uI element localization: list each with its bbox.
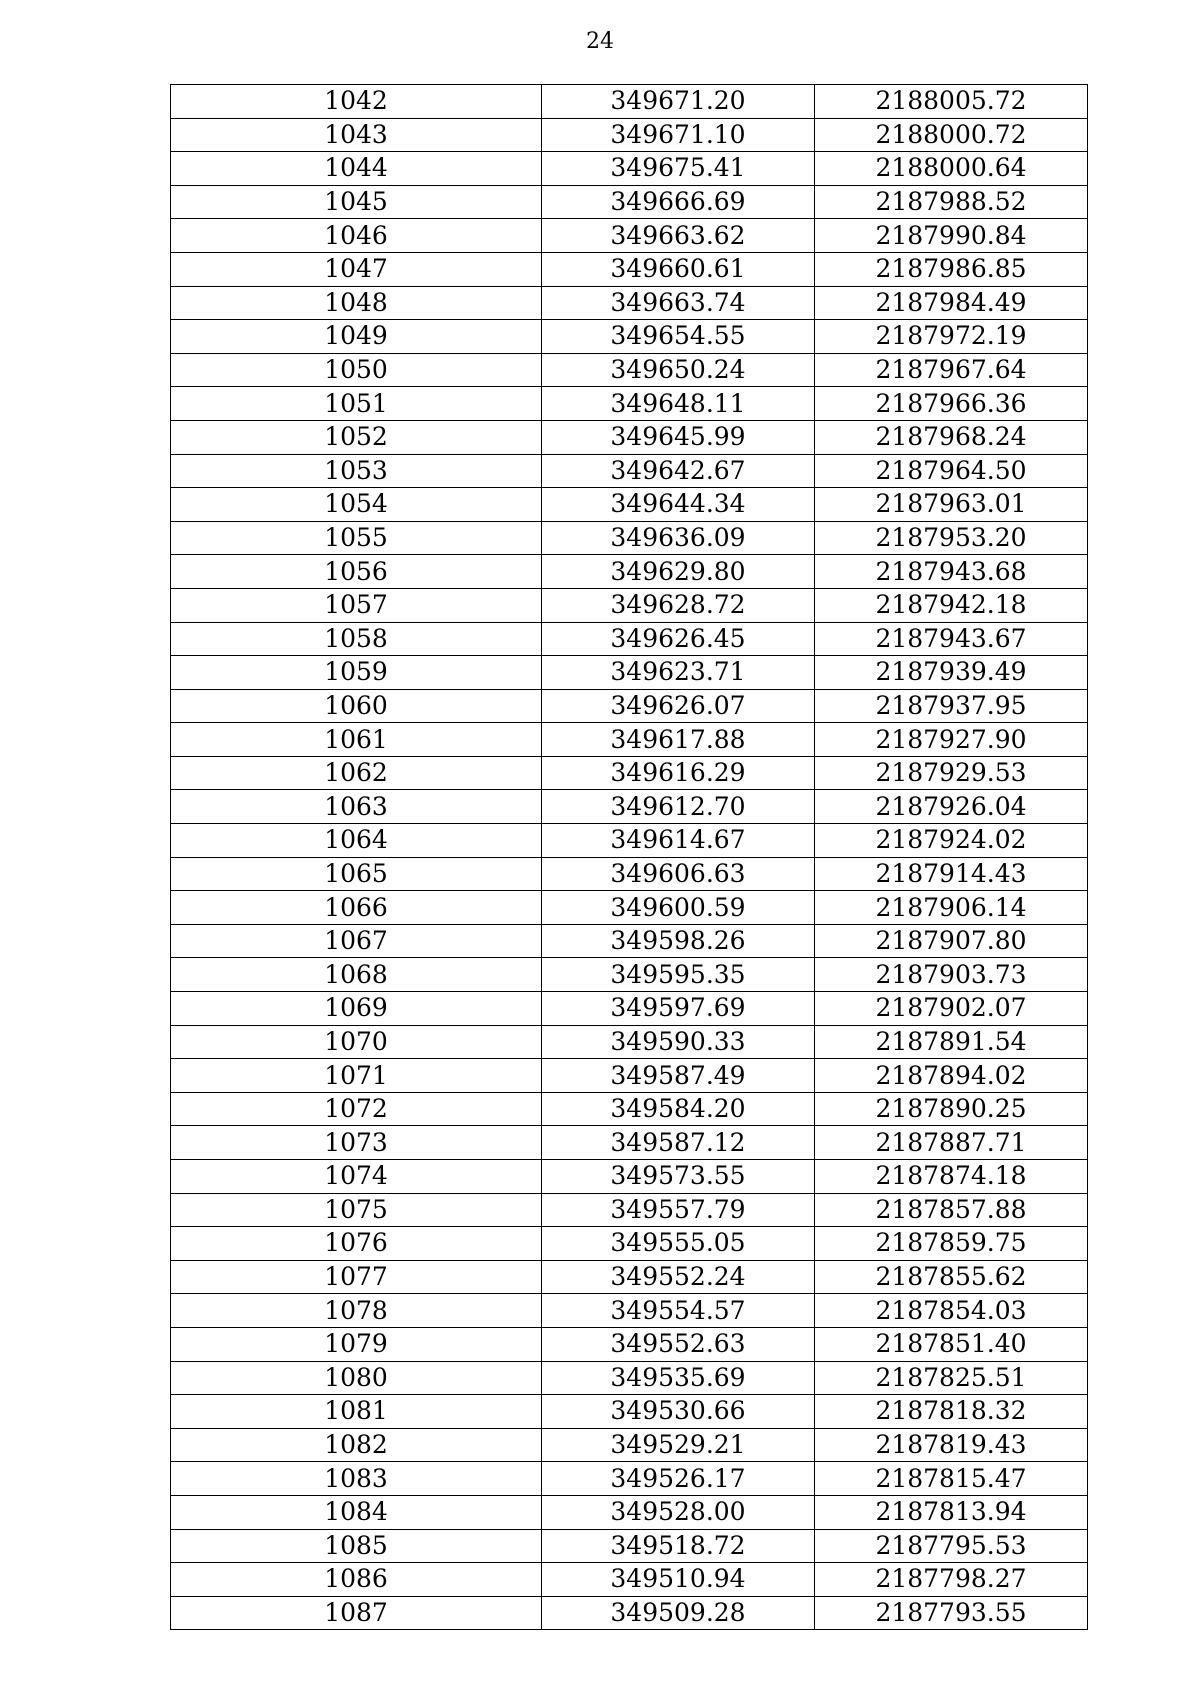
point-number-cell: 1044 (171, 152, 542, 186)
point-number-cell: 1077 (171, 1260, 542, 1294)
x-coordinate-cell: 349636.09 (542, 521, 815, 555)
x-coordinate-cell: 349510.94 (542, 1563, 815, 1597)
table-row (171, 1092, 1088, 1126)
y-coordinate-cell: 2187894.02 (815, 1059, 1088, 1093)
table-row (171, 252, 1088, 286)
x-coordinate-cell: 349663.74 (542, 286, 815, 320)
point-number-cell: 1087 (171, 1596, 542, 1630)
x-coordinate-cell: 349554.57 (542, 1294, 815, 1328)
y-coordinate-cell: 2187986.85 (815, 252, 1088, 286)
point-number-cell: 1084 (171, 1495, 542, 1529)
x-coordinate-cell: 349597.69 (542, 992, 815, 1026)
x-coordinate-cell: 349666.69 (542, 185, 815, 219)
table-row (171, 891, 1088, 925)
x-coordinate-cell: 349644.34 (542, 488, 815, 522)
point-number-cell: 1079 (171, 1327, 542, 1361)
table-row (171, 790, 1088, 824)
y-coordinate-cell: 2187953.20 (815, 521, 1088, 555)
table-row (171, 286, 1088, 320)
table-row (171, 1260, 1088, 1294)
table-row (171, 656, 1088, 690)
point-number-cell: 1058 (171, 622, 542, 656)
x-coordinate-cell: 349671.10 (542, 118, 815, 152)
x-coordinate-cell: 349616.29 (542, 756, 815, 790)
point-number-cell: 1066 (171, 891, 542, 925)
table-row (171, 420, 1088, 454)
x-coordinate-cell: 349526.17 (542, 1462, 815, 1496)
table-row (171, 824, 1088, 858)
point-number-cell: 1085 (171, 1529, 542, 1563)
y-coordinate-cell: 2187906.14 (815, 891, 1088, 925)
point-number-cell: 1070 (171, 1025, 542, 1059)
y-coordinate-cell: 2187927.90 (815, 723, 1088, 757)
y-coordinate-cell: 2187943.68 (815, 555, 1088, 589)
y-coordinate-cell: 2187815.47 (815, 1462, 1088, 1496)
x-coordinate-cell: 349587.12 (542, 1126, 815, 1160)
y-coordinate-cell: 2187825.51 (815, 1361, 1088, 1395)
point-number-cell: 1054 (171, 488, 542, 522)
y-coordinate-cell: 2187851.40 (815, 1327, 1088, 1361)
point-number-cell: 1050 (171, 353, 542, 387)
y-coordinate-cell: 2187855.62 (815, 1260, 1088, 1294)
y-coordinate-cell: 2187887.71 (815, 1126, 1088, 1160)
y-coordinate-cell: 2187968.24 (815, 420, 1088, 454)
x-coordinate-cell: 349629.80 (542, 555, 815, 589)
table-row (171, 521, 1088, 555)
y-coordinate-cell: 2187890.25 (815, 1092, 1088, 1126)
point-number-cell: 1048 (171, 286, 542, 320)
y-coordinate-cell: 2187964.50 (815, 454, 1088, 488)
x-coordinate-cell: 349671.20 (542, 85, 815, 119)
x-coordinate-cell: 349650.24 (542, 353, 815, 387)
y-coordinate-cell: 2188000.72 (815, 118, 1088, 152)
table-row (171, 1160, 1088, 1194)
x-coordinate-cell: 349557.79 (542, 1193, 815, 1227)
table-row (171, 1361, 1088, 1395)
point-number-cell: 1063 (171, 790, 542, 824)
point-number-cell: 1082 (171, 1428, 542, 1462)
point-number-cell: 1071 (171, 1059, 542, 1093)
x-coordinate-cell: 349626.45 (542, 622, 815, 656)
table-row (171, 152, 1088, 186)
table-row (171, 1395, 1088, 1429)
table-row (171, 1462, 1088, 1496)
y-coordinate-cell: 2187929.53 (815, 756, 1088, 790)
point-number-cell: 1049 (171, 320, 542, 354)
table-row (171, 1294, 1088, 1328)
y-coordinate-cell: 2187857.88 (815, 1193, 1088, 1227)
y-coordinate-cell: 2187798.27 (815, 1563, 1088, 1597)
x-coordinate-cell: 349626.07 (542, 689, 815, 723)
point-number-cell: 1057 (171, 588, 542, 622)
table-row (171, 1596, 1088, 1630)
y-coordinate-cell: 2187966.36 (815, 387, 1088, 421)
table-row (171, 723, 1088, 757)
point-number-cell: 1072 (171, 1092, 542, 1126)
point-number-cell: 1060 (171, 689, 542, 723)
point-number-cell: 1064 (171, 824, 542, 858)
point-number-cell: 1068 (171, 958, 542, 992)
point-number-cell: 1074 (171, 1160, 542, 1194)
y-coordinate-cell: 2187967.64 (815, 353, 1088, 387)
x-coordinate-cell: 349623.71 (542, 656, 815, 690)
x-coordinate-cell: 349642.67 (542, 454, 815, 488)
x-coordinate-cell: 349530.66 (542, 1395, 815, 1429)
y-coordinate-cell: 2187819.43 (815, 1428, 1088, 1462)
x-coordinate-cell: 349584.20 (542, 1092, 815, 1126)
y-coordinate-cell: 2187926.04 (815, 790, 1088, 824)
point-number-cell: 1075 (171, 1193, 542, 1227)
table-row (171, 756, 1088, 790)
table-row (171, 1563, 1088, 1597)
table-row (171, 622, 1088, 656)
y-coordinate-cell: 2187813.94 (815, 1495, 1088, 1529)
page-number: 24 (586, 29, 614, 54)
x-coordinate-cell: 349675.41 (542, 152, 815, 186)
y-coordinate-cell: 2187942.18 (815, 588, 1088, 622)
point-number-cell: 1083 (171, 1462, 542, 1496)
x-coordinate-cell: 349660.61 (542, 252, 815, 286)
x-coordinate-cell: 349555.05 (542, 1227, 815, 1261)
x-coordinate-cell: 349535.69 (542, 1361, 815, 1395)
point-number-cell: 1061 (171, 723, 542, 757)
x-coordinate-cell: 349600.59 (542, 891, 815, 925)
y-coordinate-cell: 2187793.55 (815, 1596, 1088, 1630)
y-coordinate-cell: 2187990.84 (815, 219, 1088, 253)
table-row (171, 353, 1088, 387)
x-coordinate-cell: 349612.70 (542, 790, 815, 824)
table-row (171, 992, 1088, 1026)
point-number-cell: 1069 (171, 992, 542, 1026)
point-number-cell: 1051 (171, 387, 542, 421)
table-row (171, 1059, 1088, 1093)
point-number-cell: 1043 (171, 118, 542, 152)
y-coordinate-cell: 2187943.67 (815, 622, 1088, 656)
y-coordinate-cell: 2187854.03 (815, 1294, 1088, 1328)
point-number-cell: 1046 (171, 219, 542, 253)
y-coordinate-cell: 2187907.80 (815, 924, 1088, 958)
x-coordinate-cell: 349552.24 (542, 1260, 815, 1294)
table-row (171, 1227, 1088, 1261)
y-coordinate-cell: 2187914.43 (815, 857, 1088, 891)
x-coordinate-cell: 349598.26 (542, 924, 815, 958)
point-number-cell: 1086 (171, 1563, 542, 1597)
table-row (171, 1327, 1088, 1361)
point-number-cell: 1081 (171, 1395, 542, 1429)
y-coordinate-cell: 2187972.19 (815, 320, 1088, 354)
table-row (171, 387, 1088, 421)
x-coordinate-cell: 349663.62 (542, 219, 815, 253)
table-row (171, 958, 1088, 992)
x-coordinate-cell: 349617.88 (542, 723, 815, 757)
x-coordinate-cell: 349529.21 (542, 1428, 815, 1462)
coordinates-table-body (171, 85, 1088, 1630)
table-row (171, 588, 1088, 622)
point-number-cell: 1042 (171, 85, 542, 119)
x-coordinate-cell: 349528.00 (542, 1495, 815, 1529)
table-row (171, 1529, 1088, 1563)
point-number-cell: 1055 (171, 521, 542, 555)
y-coordinate-cell: 2188005.72 (815, 85, 1088, 119)
point-number-cell: 1059 (171, 656, 542, 690)
point-number-cell: 1045 (171, 185, 542, 219)
table-row (171, 1495, 1088, 1529)
point-number-cell: 1052 (171, 420, 542, 454)
y-coordinate-cell: 2187818.32 (815, 1395, 1088, 1429)
y-coordinate-cell: 2187903.73 (815, 958, 1088, 992)
table-row (171, 555, 1088, 589)
point-number-cell: 1076 (171, 1227, 542, 1261)
y-coordinate-cell: 2187963.01 (815, 488, 1088, 522)
y-coordinate-cell: 2188000.64 (815, 152, 1088, 186)
x-coordinate-cell: 349606.63 (542, 857, 815, 891)
x-coordinate-cell: 349573.55 (542, 1160, 815, 1194)
x-coordinate-cell: 349552.63 (542, 1327, 815, 1361)
y-coordinate-cell: 2187937.95 (815, 689, 1088, 723)
x-coordinate-cell: 349518.72 (542, 1529, 815, 1563)
y-coordinate-cell: 2187988.52 (815, 185, 1088, 219)
x-coordinate-cell: 349645.99 (542, 420, 815, 454)
x-coordinate-cell: 349648.11 (542, 387, 815, 421)
table-row (171, 1126, 1088, 1160)
table-row (171, 85, 1088, 119)
point-number-cell: 1065 (171, 857, 542, 891)
table-row (171, 924, 1088, 958)
x-coordinate-cell: 349587.49 (542, 1059, 815, 1093)
table-row (171, 1428, 1088, 1462)
point-number-cell: 1078 (171, 1294, 542, 1328)
x-coordinate-cell: 349509.28 (542, 1596, 815, 1630)
x-coordinate-cell: 349595.35 (542, 958, 815, 992)
point-number-cell: 1080 (171, 1361, 542, 1395)
table-row (171, 689, 1088, 723)
y-coordinate-cell: 2187795.53 (815, 1529, 1088, 1563)
point-number-cell: 1073 (171, 1126, 542, 1160)
y-coordinate-cell: 2187859.75 (815, 1227, 1088, 1261)
x-coordinate-cell: 349654.55 (542, 320, 815, 354)
table-row (171, 118, 1088, 152)
point-number-cell: 1067 (171, 924, 542, 958)
x-coordinate-cell: 349614.67 (542, 824, 815, 858)
table-row (171, 219, 1088, 253)
table-row (171, 1193, 1088, 1227)
point-number-cell: 1053 (171, 454, 542, 488)
table-row (171, 488, 1088, 522)
x-coordinate-cell: 349628.72 (542, 588, 815, 622)
x-coordinate-cell: 349590.33 (542, 1025, 815, 1059)
table-row (171, 320, 1088, 354)
table-row (171, 454, 1088, 488)
point-number-cell: 1047 (171, 252, 542, 286)
point-number-cell: 1056 (171, 555, 542, 589)
y-coordinate-cell: 2187924.02 (815, 824, 1088, 858)
y-coordinate-cell: 2187902.07 (815, 992, 1088, 1026)
table-row (171, 857, 1088, 891)
point-number-cell: 1062 (171, 756, 542, 790)
y-coordinate-cell: 2187891.54 (815, 1025, 1088, 1059)
table-row (171, 1025, 1088, 1059)
y-coordinate-cell: 2187874.18 (815, 1160, 1088, 1194)
coordinates-table (170, 84, 1088, 1630)
y-coordinate-cell: 2187939.49 (815, 656, 1088, 690)
table-row (171, 185, 1088, 219)
y-coordinate-cell: 2187984.49 (815, 286, 1088, 320)
